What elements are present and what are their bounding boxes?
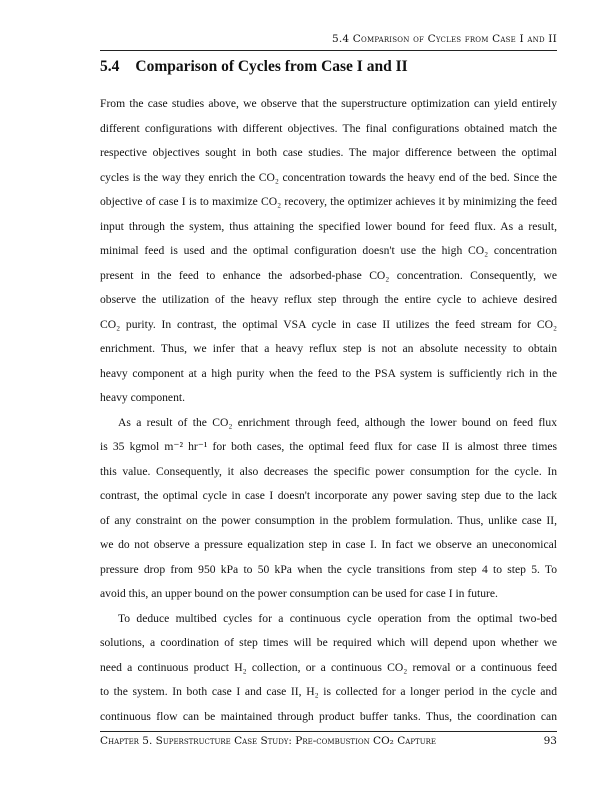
paragraph-line: respective objectives sought in both case studies. The major difference between the optimal (100, 146, 557, 159)
paragraph-line: pressure drop from 950 kPa to 50 kPa when the cycle transitions from step 4 to step 5. To (100, 562, 557, 576)
paragraph-line: contrast, the optimal cycle in case I doesn't incorporate any power saving step due to the lack (100, 489, 557, 502)
footer-rule (100, 731, 557, 732)
paragraph-line: CO₂ purity. In contrast, the optimal VSA cycle in case II utilizes the feed stream for CO₂ (100, 317, 557, 331)
paragraph-line: present in the feed to enhance the adsorbed-phase CO₂ concentration. Consequently, we (100, 268, 557, 282)
section-title: Comparison of Cycles from Case I and II (135, 58, 408, 75)
paragraph-line: As a result of the CO₂ enrichment through feed, although the lower bound on feed flux (118, 415, 557, 429)
body-text (100, 96, 557, 733)
paragraph-line: we do not observe a pressure equalization step in case I. In fact we observe an uneconomical (100, 538, 557, 551)
paragraph-line: this value. Consequently, it also decreases the specific power consumption for the cycle. In (100, 464, 557, 478)
paragraph-line: avoid this, an upper bound on the power consumption can be used for case I in future. (100, 587, 498, 600)
footer-chapter: Chapter 5. Superstructure Case Study: Pre-combustion CO₂ Capture (100, 735, 436, 747)
paragraph-line: solutions, a coordination of step times will be required which will depend upon whether we (100, 636, 557, 649)
paragraph-line: is 35 kgmol m⁻² hr⁻¹ for both cases, the optimal feed flux for case II is almost three times (100, 440, 557, 453)
section-number: 5.4 (100, 58, 120, 75)
section-heading (100, 58, 424, 76)
running-footer (100, 735, 557, 747)
running-header: 5.4 Comparison of Cycles from Case I and II (331, 33, 557, 45)
paragraph-line: observe the utilization of the heavy reflux step through the entire cycle to achieve desired (100, 293, 557, 306)
header-rule (100, 50, 557, 51)
page-number: 93 (543, 735, 557, 747)
paragraph-line: enrichment. Thus, we infer that a heavy reflux step is not an absolute necessity to obtain (100, 342, 557, 355)
paragraph-line: input through the system, thus attaining the specified lower bound for feed flux. As a result, (100, 219, 557, 233)
paragraph-line: heavy component. (100, 391, 185, 404)
paragraph-line: To deduce multibed cycles for a continuous cycle operation from the optimal two-bed (118, 611, 557, 625)
paragraph-line: different configurations with different objectives. The final configurations obtained match the (100, 121, 557, 135)
paragraph-line: minimal feed is used and the optimal configuration doesn't use the high CO₂ concentration (100, 244, 557, 257)
paragraph-line: objective of case I is to maximize CO₂ recovery, the optimizer achieves it by minimizing the feed (100, 195, 557, 208)
paragraph-line: to the system. In both case I and case II, H₂ is collected for a longer period in the cycle and (100, 685, 557, 698)
paragraph-line: heavy component at a high purity when the feed to the PSA system is sufficiently rich in the (100, 366, 557, 380)
paragraph-line: of any constraint on the power consumption in the problem formulation. Thus, unlike case II, (100, 513, 557, 527)
paragraph-line: continuous flow can be maintained through product buffer tanks. Thus, the coordination can (100, 709, 557, 723)
paragraph-line: need a continuous product H₂ collection, or a continuous CO₂ removal or a continuous feed (100, 660, 557, 674)
paragraph-line: From the case studies above, we observe that the superstructure optimization can yield entirely (100, 97, 557, 110)
paragraph-line: cycles is the way they enrich the CO₂ concentration towards the heavy end of the bed. Since the (100, 170, 557, 184)
